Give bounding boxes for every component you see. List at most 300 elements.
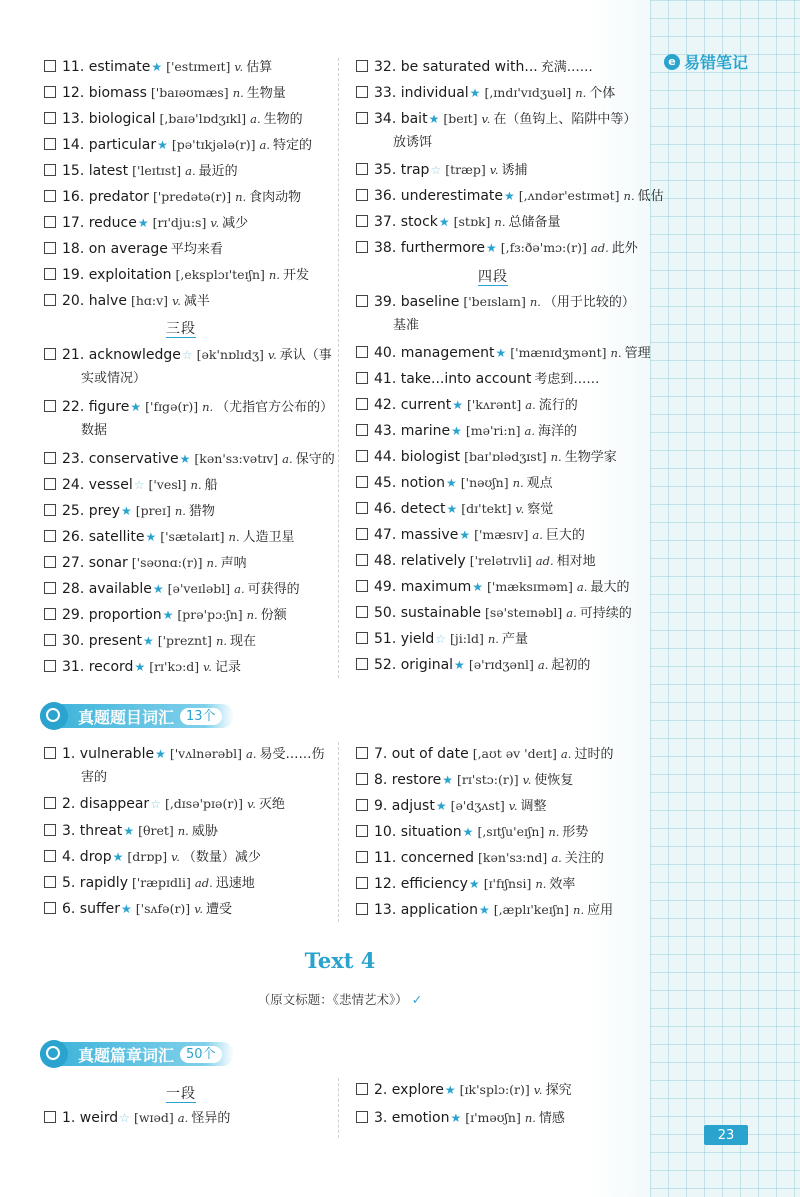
checkbox[interactable] <box>356 1083 368 1095</box>
vocab-word: 41. take...into account <box>374 371 532 387</box>
definition: 减少 <box>222 216 249 231</box>
star-icon: ★ <box>428 112 440 126</box>
checkbox[interactable] <box>356 658 368 670</box>
checkbox[interactable] <box>356 86 368 98</box>
vocab-word: 18. on average <box>62 241 168 257</box>
phonetic: [baɪ'ɒlədʒɪst] <box>464 449 547 464</box>
part-of-speech: n. <box>524 1111 536 1125</box>
definition: 应用 <box>587 903 614 918</box>
column-divider-box1 <box>338 742 339 922</box>
vocab-entry <box>44 553 247 574</box>
phonetic: ['beɪslaɪn] <box>463 294 526 309</box>
phonetic: ['baɪəʊmæs] <box>150 85 229 100</box>
phonetic: [pə'tɪkjələ(r)] <box>171 137 256 152</box>
checkbox[interactable] <box>44 60 56 72</box>
checkbox[interactable] <box>356 398 368 410</box>
checkbox[interactable] <box>44 190 56 202</box>
vocab-word: 12. efficiency <box>374 876 468 892</box>
definition: 调整 <box>520 799 547 814</box>
star-icon: ★ <box>452 398 463 412</box>
definition: 开发 <box>282 268 309 283</box>
vocab-word: 17. reduce <box>62 215 137 231</box>
vocab-entry <box>44 899 232 920</box>
vocab-entry <box>44 1108 230 1129</box>
definition: 使恢复 <box>534 773 574 788</box>
definition: 猎物 <box>188 504 215 519</box>
part-of-speech: v. <box>533 1083 543 1097</box>
part-of-speech: n. <box>487 632 499 646</box>
phonetic: [rɪ'stɔ:(r)] <box>457 772 519 787</box>
vocab-entry <box>44 213 248 234</box>
vocab-word: 6. suffer <box>62 901 120 917</box>
phonetic: ['vesl] <box>148 477 187 492</box>
checkbox[interactable] <box>356 825 368 837</box>
check-mark-icon: ✓ <box>411 992 423 1007</box>
vocab-entry <box>44 109 303 130</box>
vocab-word: 25. prey <box>62 503 120 519</box>
vocab-word: 27. sonar <box>62 555 128 571</box>
box-title-question-vocab <box>40 702 234 730</box>
checkbox[interactable] <box>356 1111 368 1123</box>
vocab-word: 1. weird <box>62 1110 119 1126</box>
definition: 食肉动物 <box>249 190 302 205</box>
definition: 低估 <box>637 189 664 204</box>
phonetic: [kən'sɜ:vətɪv] <box>194 451 279 466</box>
checkbox[interactable] <box>44 660 56 672</box>
definition: 记录 <box>214 660 241 675</box>
vocab-entry <box>356 421 577 442</box>
vocab-entry <box>356 212 561 233</box>
checkbox[interactable] <box>356 747 368 759</box>
checkbox[interactable] <box>44 634 56 646</box>
vocab-entry <box>356 369 599 390</box>
vocab-entry <box>356 473 553 494</box>
phonetic: [,aʊt əv 'deɪt] <box>472 746 557 761</box>
vocab-entry <box>356 770 573 791</box>
box-title-text: 真题题目词汇 <box>78 707 175 727</box>
star-icon: ★ <box>162 608 174 622</box>
vocab-word: 47. massive <box>374 527 459 543</box>
checkbox[interactable] <box>356 163 368 175</box>
vocab-entry <box>44 501 215 522</box>
vocab-entry <box>356 499 553 520</box>
phonetic: ['mænɪdʒmənt] <box>510 345 607 360</box>
box-title-bar <box>40 1042 234 1066</box>
phonetic: ['predətə(r)] <box>152 189 232 204</box>
checkbox[interactable] <box>44 1111 56 1123</box>
part-of-speech: v. <box>194 902 203 916</box>
phonetic: ['preznt] <box>157 633 212 648</box>
vocab-word: 29. proportion <box>62 607 162 623</box>
phonetic: ['vʌlnərəbl] <box>169 746 242 761</box>
vocab-word: 10. situation <box>374 824 462 840</box>
brand-logo <box>664 50 748 73</box>
star-icon: ☆ <box>150 797 161 811</box>
phonetic: [,baɪə'lɒdʒɪkl] <box>159 111 247 126</box>
vocab-entry <box>356 900 613 921</box>
part-of-speech: a. <box>234 582 245 596</box>
part-of-speech: v. <box>481 112 491 126</box>
checkbox[interactable] <box>44 850 56 862</box>
star-icon: ★ <box>438 215 450 229</box>
vocab-word: 32. be saturated with... <box>374 59 538 75</box>
part-of-speech: n. <box>268 268 280 282</box>
part-of-speech: n. <box>228 530 240 544</box>
checkbox[interactable] <box>44 504 56 516</box>
vocab-entry <box>356 160 528 181</box>
part-of-speech: n. <box>206 556 218 570</box>
checkbox[interactable] <box>44 348 56 360</box>
checkbox[interactable] <box>356 215 368 227</box>
star-icon: ★ <box>152 582 164 596</box>
phonetic: [ɪk'splɔ:(r)] <box>459 1082 530 1097</box>
part-of-speech: n. <box>177 824 189 838</box>
definition-continued: 实或情况） <box>81 371 147 386</box>
column-divider-top <box>338 58 339 678</box>
phonetic: [prə'pɔ:ʃn] <box>177 607 243 622</box>
vocab-word: 43. marine <box>374 423 451 439</box>
checkbox[interactable] <box>44 112 56 124</box>
definition: 可获得的 <box>247 582 300 597</box>
part-of-speech: v. <box>508 799 518 813</box>
part-of-speech: v. <box>172 294 181 308</box>
box-title-passage-vocab <box>40 1040 234 1068</box>
checkbox[interactable] <box>44 747 56 759</box>
part-of-speech: v. <box>234 60 244 74</box>
star-icon: ★ <box>442 773 454 787</box>
star-icon: ★ <box>444 1083 456 1097</box>
part-of-speech: ad. <box>590 241 609 255</box>
part-of-speech: n. <box>235 190 247 204</box>
vocab-word: 42. current <box>374 397 452 413</box>
checkbox[interactable] <box>44 556 56 568</box>
star-icon: ★ <box>468 877 480 891</box>
vocab-word: 7. out of date <box>374 746 469 762</box>
star-icon: ★ <box>459 528 471 542</box>
part-of-speech: a. <box>245 747 257 761</box>
phonetic: [ək'nɒlɪdʒ] <box>196 347 264 362</box>
part-of-speech: a. <box>537 658 549 672</box>
checkbox[interactable] <box>44 478 56 490</box>
definition-continued: 放诱饵 <box>393 135 433 150</box>
grid-fade <box>590 0 650 1197</box>
checkbox[interactable] <box>356 189 368 201</box>
definition: 可持续的 <box>579 606 632 621</box>
part-of-speech: v. <box>210 216 220 230</box>
definition: 人造卫星 <box>242 530 295 545</box>
definition-continued: 基准 <box>393 318 420 333</box>
definition: 保守的 <box>295 452 335 467</box>
vocab-word: 21. acknowledge <box>62 347 181 363</box>
vocab-entry <box>356 238 638 259</box>
definition: 流行的 <box>538 398 578 413</box>
part-of-speech: ad. <box>194 876 213 890</box>
phonetic: ['leɪtɪst] <box>132 163 182 178</box>
checkbox[interactable] <box>44 216 56 228</box>
definition: 巨大的 <box>545 528 585 543</box>
star-icon: ★ <box>469 86 481 100</box>
vocab-entry <box>356 525 585 546</box>
vocab-entry <box>356 292 635 313</box>
vocab-word: 35. trap <box>374 162 430 178</box>
phonetic: [rɪ'kɔ:d] <box>149 659 200 674</box>
vocab-word: 8. restore <box>374 772 442 788</box>
checkbox[interactable] <box>356 851 368 863</box>
vocab-entry <box>356 629 528 650</box>
star-icon: ★ <box>472 580 484 594</box>
section-label-4: 四段 <box>478 266 508 286</box>
part-of-speech: n. <box>550 450 562 464</box>
vocab-word: 2. explore <box>374 1082 444 1098</box>
vocab-word: 52. original <box>374 657 454 673</box>
part-of-speech: a. <box>560 747 572 761</box>
star-icon: ★ <box>121 902 132 916</box>
star-icon: ☆ <box>133 478 145 492</box>
definition: 产量 <box>501 632 528 647</box>
checkbox[interactable] <box>356 877 368 889</box>
checkbox[interactable] <box>356 528 368 540</box>
phonetic: ['relətɪvli] <box>469 553 532 568</box>
checkbox[interactable] <box>44 608 56 620</box>
definition: 威胁 <box>191 824 218 839</box>
vocab-word: 16. predator <box>62 189 149 205</box>
section-label-3: 三段 <box>166 318 196 338</box>
vocab-word: 22. figure <box>62 399 130 415</box>
phonetic: [ə'dʒʌst] <box>450 798 505 813</box>
part-of-speech: n. <box>174 504 186 518</box>
vocab-word: 45. notion <box>374 475 445 491</box>
definition: 迅速地 <box>215 876 255 891</box>
part-of-speech: a. <box>551 851 562 865</box>
vocab-entry <box>356 395 578 416</box>
definition: 情感 <box>538 1111 565 1126</box>
vocab-word: 34. bait <box>374 111 428 127</box>
definition: 形势 <box>562 825 589 840</box>
phonetic: [,dɪsə'pɪə(r)] <box>164 796 244 811</box>
star-icon: ★ <box>179 452 191 466</box>
definition: 管理 <box>624 346 651 361</box>
vocab-entry <box>44 135 312 156</box>
vocab-word: 23. conservative <box>62 451 179 467</box>
star-icon: ★ <box>454 658 465 672</box>
star-icon: ★ <box>504 189 515 203</box>
phonetic: [θret] <box>138 823 174 838</box>
vocab-entry <box>356 874 575 895</box>
vocab-word: 38. furthermore <box>374 240 486 256</box>
checkbox[interactable] <box>356 450 368 462</box>
vocab-entry <box>44 475 218 496</box>
vocab-word: 14. particular <box>62 137 157 153</box>
definition: 相对地 <box>556 554 596 569</box>
vocab-entry <box>356 109 636 130</box>
checkbox[interactable] <box>356 424 368 436</box>
star-icon: ★ <box>137 216 149 230</box>
part-of-speech: n. <box>190 478 202 492</box>
checkbox[interactable] <box>356 773 368 785</box>
definition: 灭绝 <box>258 797 285 812</box>
checkbox[interactable] <box>356 632 368 644</box>
phonetic: ['fɪgə(r)] <box>145 399 199 414</box>
part-of-speech: a. <box>282 452 293 466</box>
checkbox[interactable] <box>44 242 56 254</box>
grid-background <box>650 0 800 1197</box>
part-of-speech: a. <box>525 398 536 412</box>
definition: 探究 <box>545 1083 572 1098</box>
definition: 起初的 <box>551 658 591 673</box>
vocab-word: 33. individual <box>374 85 469 101</box>
part-of-speech: n. <box>215 634 227 648</box>
checkbox[interactable] <box>356 60 368 72</box>
vocab-entry <box>44 657 241 678</box>
checkbox[interactable] <box>44 902 56 914</box>
checkbox[interactable] <box>356 112 368 124</box>
part-of-speech: v. <box>515 502 525 516</box>
part-of-speech: v. <box>522 773 532 787</box>
definition: （用于比较的） <box>543 295 635 310</box>
vocab-word: 49. maximum <box>374 579 472 595</box>
phonetic: [ə'veɪləbl] <box>167 581 231 596</box>
vocab-entry <box>44 397 333 418</box>
definition: （尤指官方公布的） <box>216 400 334 415</box>
checkbox[interactable] <box>356 502 368 514</box>
vocab-word: 13. biological <box>62 111 156 127</box>
part-of-speech: n. <box>232 86 244 100</box>
checkbox[interactable] <box>356 295 368 307</box>
page-number: 23 <box>704 1125 748 1145</box>
checkbox[interactable] <box>356 606 368 618</box>
part-of-speech: n. <box>623 189 635 203</box>
vocab-entry <box>356 186 664 207</box>
checkbox[interactable] <box>44 824 56 836</box>
star-icon: ★ <box>145 530 157 544</box>
part-of-speech: n. <box>202 400 214 414</box>
checkbox[interactable] <box>356 554 368 566</box>
vocab-entry <box>356 822 588 843</box>
vocab-word: 19. exploitation <box>62 267 172 283</box>
vocab-word: 2. disappear <box>62 796 150 812</box>
phonetic: ['sʌfə(r)] <box>135 901 191 916</box>
vocab-entry <box>356 603 632 624</box>
star-icon: ★ <box>151 60 163 74</box>
part-of-speech: n. <box>575 86 587 100</box>
definition: 观点 <box>526 476 553 491</box>
star-icon: ★ <box>157 138 168 152</box>
phonetic: [træp] <box>445 162 486 177</box>
part-of-speech: a. <box>259 138 270 152</box>
checkbox[interactable] <box>356 346 368 358</box>
definition: （数量）减少 <box>182 850 261 865</box>
part-of-speech: a. <box>566 606 577 620</box>
vocab-word: 48. relatively <box>374 553 466 569</box>
vocab-word: 36. underestimate <box>374 188 504 204</box>
part-of-speech: v. <box>489 163 499 177</box>
vocab-entry <box>44 605 287 626</box>
vocab-word: 20. halve <box>62 293 127 309</box>
vocab-entry <box>44 187 301 208</box>
phonetic: ['nəʊʃn] <box>460 475 509 490</box>
definition: 份额 <box>260 608 287 623</box>
definition: 最近的 <box>198 164 238 179</box>
phonetic: [drɒp] <box>127 849 168 864</box>
vocab-word: 24. vessel <box>62 477 133 493</box>
definition: 诱捕 <box>501 163 528 178</box>
phonetic: [,æplɪ'keɪʃn] <box>493 902 570 917</box>
checkbox[interactable] <box>44 876 56 888</box>
vocab-word: 39. baseline <box>374 294 460 310</box>
vocab-word: 13. application <box>374 902 478 918</box>
part-of-speech: n. <box>512 476 524 490</box>
checkbox[interactable] <box>356 580 368 592</box>
definition-continued: 数据 <box>81 423 108 438</box>
star-icon: ★ <box>451 424 462 438</box>
checkbox[interactable] <box>44 138 56 150</box>
checkbox[interactable] <box>44 530 56 542</box>
checkbox[interactable] <box>356 476 368 488</box>
vocab-word: 44. biologist <box>374 449 461 465</box>
definition: 过时的 <box>574 747 614 762</box>
phonetic: [,sɪtʃu'eɪʃn] <box>477 824 545 839</box>
text-heading: Text 4 <box>304 948 376 973</box>
column-divider-box2 <box>338 1078 339 1138</box>
checkbox[interactable] <box>356 903 368 915</box>
checkbox[interactable] <box>44 268 56 280</box>
vocab-word: 3. emotion <box>374 1110 450 1126</box>
definition: 察觉 <box>527 502 554 517</box>
phonetic: [ji:ld] <box>450 631 484 646</box>
vocab-entry <box>44 847 261 868</box>
checkbox[interactable] <box>356 241 368 253</box>
vocab-word: 12. biomass <box>62 85 147 101</box>
star-icon: ★ <box>155 747 166 761</box>
part-of-speech: a. <box>524 424 536 438</box>
checkbox[interactable] <box>44 452 56 464</box>
checkbox[interactable] <box>44 164 56 176</box>
star-icon: ★ <box>462 825 474 839</box>
phonetic: [ə'rɪdʒənl] <box>468 657 534 672</box>
vocab-entry <box>44 83 286 104</box>
phonetic: [preɪ] <box>135 503 171 518</box>
checkbox[interactable] <box>44 582 56 594</box>
checkbox[interactable] <box>44 400 56 412</box>
vocab-entry <box>356 577 629 598</box>
part-of-speech: a. <box>576 580 588 594</box>
checkbox[interactable] <box>356 372 368 384</box>
checkbox[interactable] <box>44 294 56 306</box>
part-of-speech: ad. <box>535 554 554 568</box>
checkbox[interactable] <box>44 86 56 98</box>
vocab-entry <box>44 291 210 312</box>
vocab-entry <box>44 821 218 842</box>
part-of-speech: n. <box>494 215 506 229</box>
definition: 怪异的 <box>191 1111 231 1126</box>
star-icon: ★ <box>445 476 457 490</box>
vocab-entry <box>44 345 332 366</box>
vocab-entry <box>44 631 256 652</box>
star-icon: ☆ <box>435 632 447 646</box>
phonetic: ['estɪmeɪt] <box>166 59 231 74</box>
checkbox[interactable] <box>356 799 368 811</box>
part-of-speech: n. <box>548 825 560 839</box>
vocab-word: 37. stock <box>374 214 438 230</box>
original-title-text: （原文标题：《悲情艺术》） <box>257 992 408 1007</box>
original-title <box>0 990 680 1008</box>
vocab-entry <box>356 796 547 817</box>
definition: 个体 <box>589 86 616 101</box>
phonetic: [ɪ'fɪʃnsi] <box>483 876 532 891</box>
star-icon: ★ <box>134 660 146 674</box>
checkbox[interactable] <box>44 797 56 809</box>
phonetic: [hɑ:v] <box>130 293 169 308</box>
